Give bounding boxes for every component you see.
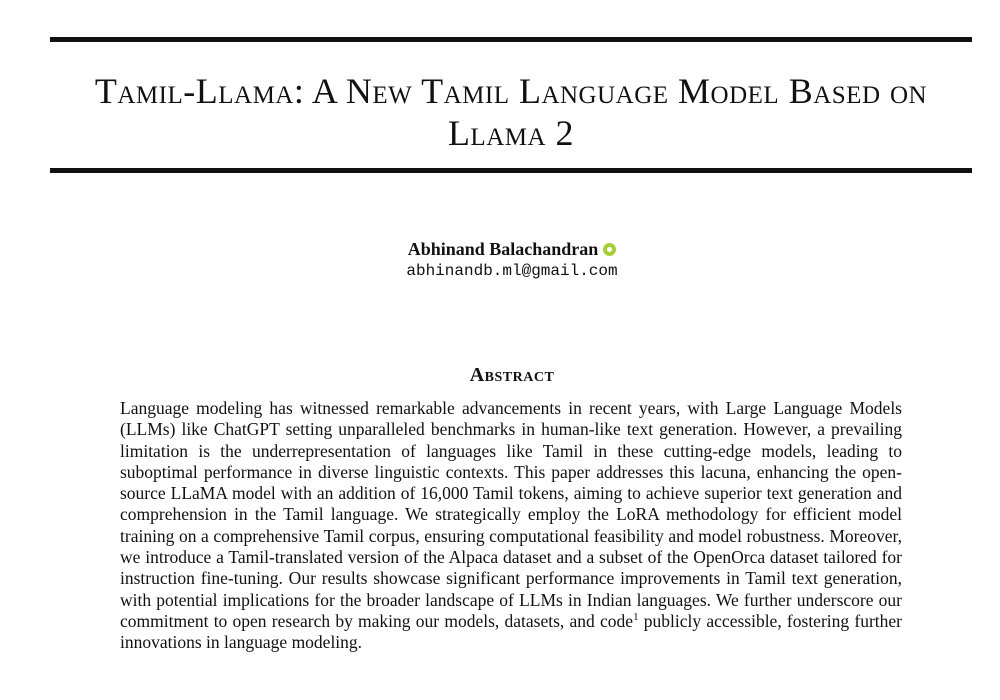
author-name-line: [408, 238, 617, 260]
abstract-heading: Abstract: [469, 364, 555, 386]
footnote-marker[interactable]: 1: [633, 611, 639, 624]
abstract-body: [120, 398, 902, 654]
abstract-text-part-2: publicly accessible, fostering further innovations in language modeling.: [120, 610, 902, 653]
author-block: [0, 238, 1000, 282]
paper-title: Tamil-Llama: A New Tamil Language Model Based on Llama 2: [94, 71, 928, 153]
orcid-icon[interactable]: [603, 243, 616, 256]
abstract-text-part-1: Language modeling has witnessed remarkable advancements in recent years, with Large Language Models (LLMs) like ChatGPT setting unparalleled benchmarks in human-like text generation. However, a prevailing limitation is the underrepresentation of languages like Tamil in these cutting-edge models, leading to suboptimal performance in diverse linguistic contexts. This paper addresses this lacuna, enhancing the open-source LLaMA model with an addition of 16,000 Tamil tokens, aiming to achieve superior text generation and comprehension in the Tamil language. We strategically employ the LoRA methodology for efficient model training on a comprehensive Tamil corpus, ensuring computational feasibility and model robustness. Moreover, we introduce a Tamil-translated version of the Alpaca dataset and a subset of the OpenOrca dataset tailored for instruction fine-tuning. Our results showcase significant performance improvements in Tamil text generation, with potential implications for the broader landscape of LLMs in Indian languages. We further underscore our commitment to open research by making our models, datasets, and code: [120, 398, 902, 631]
title-bottom-rule: [50, 168, 972, 173]
author-email[interactable]: abhinandb.ml@gmail.com: [406, 262, 618, 280]
title-top-rule: [50, 37, 972, 42]
author-name: Abhinand Balachandran: [407, 239, 599, 259]
